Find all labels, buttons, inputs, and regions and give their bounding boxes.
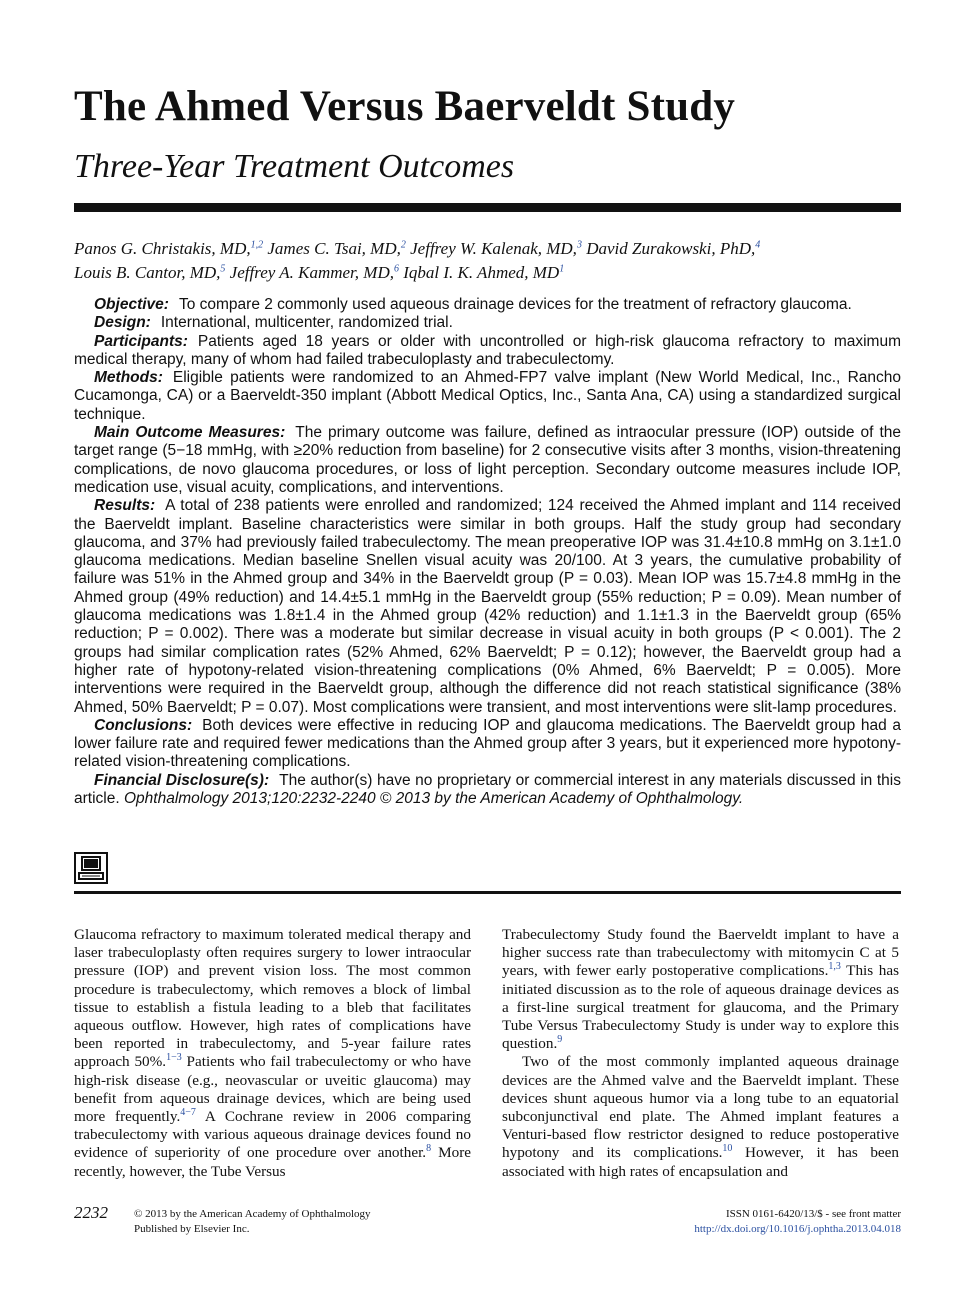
- reference-link[interactable]: 10: [722, 1143, 733, 1155]
- issn: ISSN 0161-6420/13/$ - see front matter: [725, 1208, 901, 1220]
- body-column-left: [74, 926, 471, 1181]
- title-divider: [74, 203, 901, 212]
- author: Jeffrey W. Kalenak, MD,$^3$: [410, 238, 582, 258]
- reference-link[interactable]: 8: [426, 1143, 432, 1155]
- body-paragraph: Two of the most commonly implanted aqueous drainage devices are the Ahmed valve and the Baerveldt implant. These devices shunt aqueous humor via a long tube to an equatorial subconjunctival end plate. The Ahmed implant features a Venturi-based flow restrictor designed to reduce postoperative hypotony and its complications.$^{10}$ However, it has been associated with high rates of encapsulation and: [502, 1053, 899, 1180]
- author: Iqbal I. K. Ahmed, $MD^1$: [403, 263, 565, 283]
- reference-link[interactable]: 4−7: [180, 1106, 196, 1118]
- abstract-financial-disclosure: Financial Disclosure(s): The author(s) have no proprietary or commercial interest in any materials discussed in this article. Ophthalmology 2013;120:2232-2240 © 2013 by the American Academy of Ophthalmology.: [74, 771, 901, 808]
- author: Jeffrey A. Kammer, MD,$^6$: [229, 263, 399, 283]
- abstract-methods: Methods: Eligible patients were randomized to an Ahmed-FP7 valve implant (New World Medical, Inc., Rancho Cucamonga, CA) or a Baerveldt-350 implant (Abbott Medical Optics, Inc., Santa Ana, CA) using a standardized surgical technique.: [74, 369, 901, 423]
- body-paragraph: Glaucoma refractory to maximum tolerated medical therapy and laser trabeculoplasty often requires surgery to lower intraocular pressure (IOP) and prevent vision loss. The most common procedure is trabeculectomy, which removes a block of limbal tissue to establish a fistula leading to a bleb that facilitates aqueous outflow. However, high rates of complications have been reported in trabeculectomy, and 5-year failure rates approach 50%.$^{1-3}$ Patients who fail trabeculectomy or who have high-risk disease (e.g., neovascular or uveitic glaucoma) may benefit from aqueous drainage devices, which are being used more frequently.$^{4-7}$ A Cochrane review in 2006 comparing trabeculectomy with various aqueous drainage devices found no evidence of superiority of one procedure over another.$^8$ More recently, however, the Tube Versus: [74, 926, 471, 1180]
- abstract-results: Results: A total of 238 patients were enrolled and randomized; 124 received the Ahmed implant and 114 received the Baerveldt implant. Baseline characteristics were similar in both groups. Half the study group had secondary glaucoma, and 37% had previously failed trabeculectomy. The mean preoperative IOP was 31.4±10.8 mmHg on 3.1±1.0 glaucoma medications. Median baseline Snellen visual acuity was 20/100. At 3 years, the cumulative probability of failure was 51% in the Ahmed group and 34% in the Baerveldt group (P = 0.03). Mean IOP was 15.7±4.8 mmHg in the Ahmed group (49% reduction) and 14.4±5.1 mmHg in the Baerveldt group (55% reduction; P = 0.09). Mean number of glaucoma medications was 1.8±1.4 in the Ahmed group (42% reduction) and 1.1±1.3 in the Baerveldt group (65% reduction; P = 0.002). There was a moderate but similar decrease in visual acuity in both groups (P < 0.001). The 2 groups had similar complication rates (52% Ahmed, 62% Baerveldt; P = 0.12); however, the Baerveldt group had a higher rate of hypotony-related vision-threatening complications (0% Ahmed, 6% Baerveldt; P = 0.005). More interventions were required in the Baerveldt group, although the difference did not reach statistical significance (38% Ahmed, 50% Baerveldt; P = 0.07). Most complications were transient, and most interventions were slit-lamp procedures.: [74, 497, 901, 716]
- abstract-objective: Objective: To compare 2 commonly used aqueous drainage devices for the treatment of refractory glaucoma.: [94, 296, 852, 313]
- abstract-outcome-measures: Main Outcome Measures: The primary outcome was failure, defined as intraocular pressure (IOP) outside of the target range (5−18 mmHg, with ≥20% reduction from baseline) for 2 consecutive visits after 3 months, vision-threatening complications, de novo glaucoma procedures, or loss of light perception. Secondary outcome measures include IOP, medication use, visual acuity, complications, and interventions.: [74, 424, 902, 496]
- doi-link[interactable]: http://dx.doi.org/10.1016/j.ophtha.2013.04.018: [694, 1223, 901, 1235]
- abstract-conclusions: Conclusions: Both devices were effective in reducing IOP and glaucoma medications. The Baerveldt group had a lower failure rate and required fewer medications than the Ahmed group after 3 years, but it experienced more hypotony-related vision-threatening complications.: [74, 716, 901, 771]
- article-title: The Ahmed Versus Baerveldt Study: [74, 83, 736, 130]
- reference-link[interactable]: 9: [557, 1034, 563, 1046]
- abstract: [74, 296, 901, 808]
- page-number: 2232: [74, 1203, 108, 1222]
- computer-terminal-icon[interactable]: [74, 852, 108, 884]
- reference-link[interactable]: 1,3: [828, 961, 841, 973]
- abstract-divider: [74, 891, 901, 894]
- body-column-right: [502, 926, 899, 1181]
- body-paragraph: Trabeculectomy Study found the Baerveldt implant to have a higher success rate than trabeculectomy with mitomycin C at 5 years, with fewer early postoperative complications.$^{1,3}$ This has initiated discussion as to the role of aqueous drainage devices as a first-line surgical treatment for glaucoma, and the Primary Tube Versus Trabeculectomy Study is under way to explore this question.$^9$: [502, 926, 899, 1053]
- abstract-design: Design: International, multicenter, randomized trial.: [94, 314, 453, 332]
- journal-citation[interactable]: Ophthalmology 2013;120:2232-2240 © 2013 by the American Academy of Ophthalmology.: [123, 790, 744, 808]
- author: Louis B. Cantor, MD,$^5$: [74, 263, 226, 283]
- article-subtitle: Three-Year Treatment Outcomes: [74, 148, 515, 185]
- author: Panos G. Christakis, MD,$^{1,2}$: [74, 238, 264, 258]
- author: James C. Tsai, MD,$^2$: [267, 238, 406, 258]
- author: David Zurakowski, PhD,$^4$: [586, 238, 761, 258]
- reference-link[interactable]: 1−3: [166, 1052, 182, 1064]
- footer-copyright: © 2013 by the American Academy of Ophthalmology Published by Elsevier Inc.: [134, 1208, 371, 1235]
- abstract-participants: Participants: Patients aged 18 years or older with uncontrolled or high-risk glaucoma refractory to maximum medical therapy, many of whom had failed trabeculoplasty and trabeculectomy.: [74, 332, 901, 368]
- author-list: [74, 234, 901, 283]
- footer-identifiers: [694, 1207, 901, 1237]
